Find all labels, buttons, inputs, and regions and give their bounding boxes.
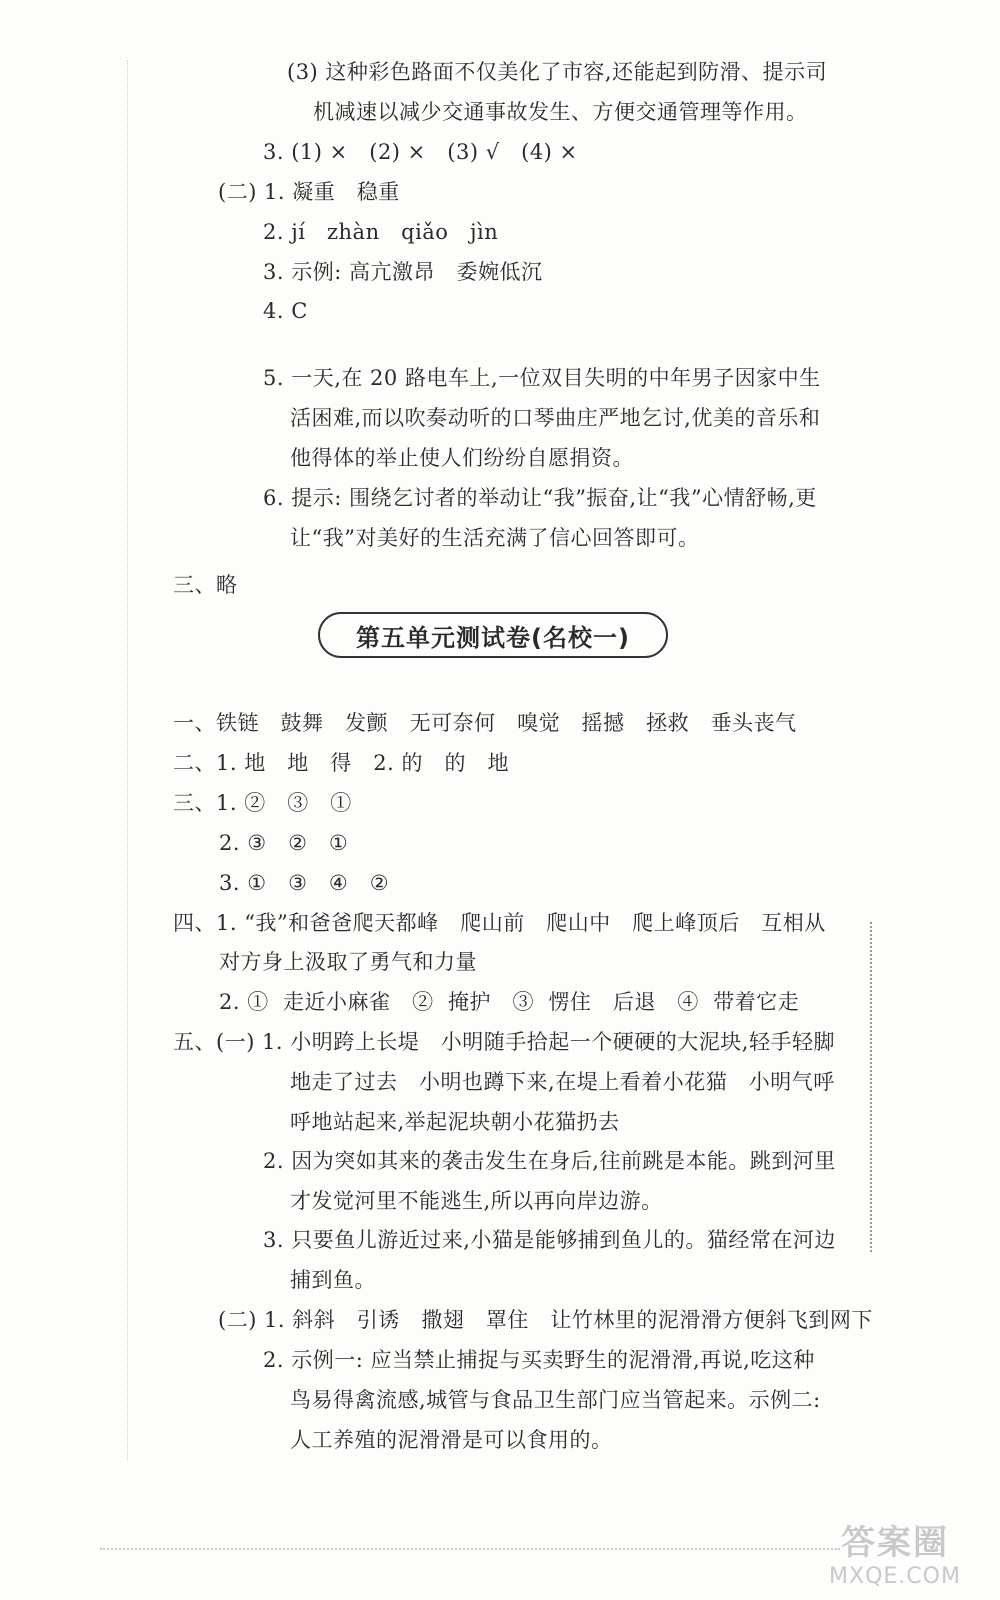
answer-line: 3. ① ③ ④ ②: [219, 871, 390, 895]
answer-line: 才发觉河里不能逃生,所以再向岸边游。: [290, 1189, 663, 1213]
answer-line: (3) 这种彩色路面不仅美化了市容,还能起到防滑、提示司: [287, 60, 828, 84]
answer-line: 2. ① 走近小麻雀 ② 掩护 ③ 愣住 后退 ④ 带着它走: [219, 990, 800, 1014]
answer-line: (二) 1. 斜斜 引诱 撒翅 罩住 让竹林里的泥滑滑方便斜飞到网下: [218, 1308, 873, 1332]
answer-line: 6. 提示: 围绕乞讨者的举动让“我”振奋,让“我”心情舒畅,更: [263, 486, 817, 510]
answer-line: 2. ③ ② ①: [219, 831, 349, 855]
answer-line: 五、(一) 1. 小明跨上长堤 小明随手拾起一个硬硬的大泥块,轻手轻脚: [173, 1030, 835, 1054]
watermark-logo: [800, 1515, 990, 1589]
answer-line: 他得体的举止使人们纷纷自愿捐资。: [290, 446, 634, 470]
left-margin-rule: [127, 60, 128, 1460]
section-title: 第五单元测试卷(名校一): [356, 623, 630, 652]
answer-line: 二、1. 地 地 得 2. 的 的 地: [173, 751, 510, 775]
answer-line: 机减速以减少交通事故发生、方便交通管理等作用。: [313, 100, 808, 124]
answer-line: 呼地站起来,举起泥块朝小花猫扔去: [290, 1110, 620, 1134]
bottom-dotted-rule: [100, 1548, 840, 1550]
answer-line: 三、1. ② ③ ①: [173, 791, 352, 815]
answer-line: 地走了过去 小明也蹲下来,在堤上看着小花猫 小明气呼: [290, 1070, 835, 1094]
answer-line: 对方身上汲取了勇气和力量: [219, 950, 477, 974]
answer-line: 3. 示例: 高亢激昂 委婉低沉: [263, 260, 543, 284]
watermark-logo-text: 答案圈: [841, 1523, 949, 1563]
answer-line: 一、铁链 鼓舞 发颤 无可奈何 嗅觉 摇撼 拯救 垂头丧气: [173, 711, 797, 735]
watermark-url: MXQE.COM: [829, 1564, 961, 1589]
answer-line: 3. 只要鱼儿游近过来,小猫是能够捕到鱼儿的。猫经常在河边: [263, 1228, 836, 1252]
answer-line: 鸟易得禽流感,城管与食品卫生部门应当管起来。示例二:: [290, 1388, 821, 1412]
answer-line: 三、略: [173, 573, 238, 597]
answer-line: 让“我”对美好的生活充满了信心回答即可。: [290, 526, 700, 550]
answer-line: 2. jí zhàn qiǎo jìn: [263, 220, 499, 244]
answer-line: 4. C: [263, 299, 308, 323]
right-margin-mark: [870, 922, 872, 1252]
answer-line: 活困难,而以吹奏动听的口琴曲庄严地乞讨,优美的音乐和: [290, 406, 821, 430]
answer-line: 捕到鱼。: [290, 1268, 376, 1292]
answer-line: 人工养殖的泥滑滑是可以食用的。: [290, 1428, 613, 1452]
answer-line: 5. 一天,在 20 路电车上,一位双目失明的中年男子因家中生: [263, 366, 821, 390]
answer-line: 3. (1) × (2) × (3) √ (4) ×: [263, 140, 578, 164]
answer-line: (二) 1. 凝重 稳重: [218, 180, 400, 204]
answer-line: 2. 因为突如其来的袭击发生在身后,往前跳是本能。跳到河里: [263, 1149, 836, 1173]
answer-line: 四、1. “我”和爸爸爬天都峰 爬山前 爬山中 爬上峰顶后 互相从: [173, 911, 826, 935]
section-title-box: [318, 612, 668, 658]
answer-line: 2. 示例一: 应当禁止捕捉与买卖野生的泥滑滑,再说,吃这种: [263, 1348, 815, 1372]
